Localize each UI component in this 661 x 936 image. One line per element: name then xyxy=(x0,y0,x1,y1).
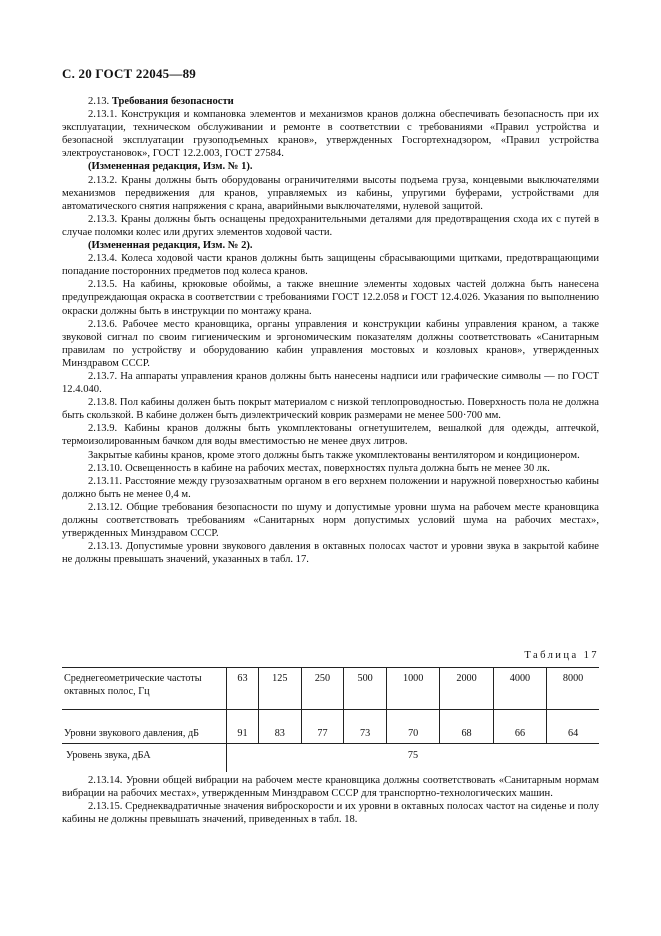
section-title: Требования безопасности xyxy=(111,96,234,107)
table-cell: 70 xyxy=(386,710,439,744)
tail-text xyxy=(62,774,599,826)
paragraph-2-13-2: 2.13.2. Краны должны быть оборудованы ограничителями высоты подъема груза, концевыми выключателями механизмов передвижения для кранов, управляемых из кабины, упругими буферами, устройствами для автоматического снятия напряжения с крана, аварийными выключателями, нулевой защитой. xyxy=(62,174,599,212)
paragraph-2-13-5: 2.13.5. На кабины, крюковые обоймы, а также внешние элементы ходовых частей должна быть нанесена предупреждающая окраска в соответствии с требованиями ГОСТ 12.2.058 и ГОСТ 12.4.026. Указания по выполнению окраски должны быть в инструкции по монтажу крана. xyxy=(62,279,599,317)
table-cell: 500 xyxy=(344,668,387,710)
table-cell: 83 xyxy=(258,710,301,744)
table-cell: 125 xyxy=(258,668,301,710)
table-cell: 73 xyxy=(344,710,387,744)
row-label-frequency: Среднегеометрические частоты октавных полос, Гц xyxy=(62,668,227,710)
table-row xyxy=(62,710,599,744)
table-cell: 250 xyxy=(301,668,344,710)
table-cell: 91 xyxy=(227,710,259,744)
page-header: С. 20 ГОСТ 22045—89 xyxy=(62,66,196,81)
edition-note-2: (Измененная редакция, Изм. № 2). xyxy=(88,240,253,252)
paragraph-2-13-3: 2.13.3. Краны должны быть оснащены предохранительными деталями для предотвращения схода их с путей в случае поломки колес или других элементов ходовой части. xyxy=(62,213,599,238)
table-cell: 68 xyxy=(440,710,493,744)
body-text xyxy=(62,95,599,566)
paragraph-2-13-10: 2.13.10. Освещенность в кабине на рабочих местах, поверхностях пульта должна быть не менее 30 лк. xyxy=(88,462,550,474)
paragraph-2-13-4: 2.13.4. Колеса ходовой части кранов должны быть защищены сбрасывающими щитками, предотвращающими попадание посторонних предметов под колеса кранов. xyxy=(62,253,599,278)
paragraph-2-13-9: 2.13.9. Кабины кранов должны быть укомплектованы огнетушителем, вешалкой для одежды, аптечкой, термоизолированным бачком для воды вместимостью не менее двух литров. xyxy=(62,423,599,448)
paragraph-2-13-7: 2.13.7. На аппараты управления кранов должны быть нанесены надписи или графические символы — по ГОСТ 12.4.040. xyxy=(62,370,599,396)
table-cell: 77 xyxy=(301,710,344,744)
table-cell: 64 xyxy=(547,710,599,744)
paragraph-2-13-1: 2.13.1. Конструкция и компановка элементов и механизмов кранов должна обеспечивать безопасность при их эксплуатации, техническом обслуживании и ремонте в соответствии с требованиями «Правил устройства и безопасной эксплуатации грузоподъемных кранов», утвержденных Госгортехнадзором, «Правил устройства электроустановок», ГОСТ 12.2.003, ГОСТ 27584. xyxy=(62,109,599,160)
row-label-pressure: Уровни звукового давления, дБ xyxy=(62,710,227,744)
table-row xyxy=(62,744,599,773)
table-cell: 2000 xyxy=(440,668,493,710)
table-caption: Таблица 17 xyxy=(524,650,599,661)
paragraph-2-13-6: 2.13.6. Рабочее место крановщика, органы управления и конструкции кабины управления краном, а также звуковой сигнал по своим гигиеническим и эргономическим показателям должны соответствовать «Санитарным правилам по устройству и оборудованию кабин управления мостовых и козловых кранов», утвержденных Минздравом СССР. xyxy=(62,318,599,369)
paragraph-2-13-11: 2.13.11. Расстояние между грузозахватным органом в его верхнем положении и наружной поверхностью кабины должно быть не менее 0,4 м. xyxy=(62,475,599,500)
table-cell: 4000 xyxy=(493,668,546,710)
noise-table xyxy=(62,667,599,772)
table-cell: 1000 xyxy=(386,668,439,710)
table-cell-sound-level: 75 xyxy=(227,744,600,773)
row-label-sound-level: Уровень звука, дБА xyxy=(66,750,151,761)
paragraph-2-13-9-cont: Закрытые кабины кранов, кроме этого должны быть также укомплектованы вентилятором и кондиционером. xyxy=(88,449,580,461)
paragraph-2-13-8: 2.13.8. Пол кабины должен быть покрыт материалом с низкой теплопроводностью. Поверхность пола не должна быть скользкой. В кабине должен быть диэлектрический коврик размерами не менее 500·700 мм. xyxy=(62,397,599,422)
table-row xyxy=(62,668,599,710)
paragraph-2-13-12: 2.13.12. Общие требования безопасности по шуму и допустимые уровни шума на рабочем месте крановщика должны соответствовать требованиям «Санитарных норм допустимых условий шума на рабочих местах», утвержденных Минздравом СССР. xyxy=(62,501,599,540)
table-cell: 63 xyxy=(227,668,259,710)
paragraph-2-13-15: 2.13.15. Среднеквадратичные значения виброскорости и их уровни в октавных полосах частот на сиденье и полу кабины не должны превышать значений, приведенных в табл. 18. xyxy=(62,801,599,826)
table-cell: 8000 xyxy=(547,668,599,710)
edition-note-1: (Измененная редакция, Изм. № 1). xyxy=(88,161,253,173)
table-cell: 66 xyxy=(493,710,546,744)
paragraph-2-13-13: 2.13.13. Допустимые уровни звукового давления в октавных полосах частот и уровни звука в закрытой кабине не должны превышать значений, указанных в табл. 17. xyxy=(62,541,599,566)
paragraph-2-13-14: 2.13.14. Уровни общей вибрации на рабочем месте крановщика должны соответствовать «Санитарным нормам вибрации на рабочих местах», утвержденным Минздравом СССР для транспортно-технологических машин. xyxy=(62,775,599,800)
section-number: 2.13. xyxy=(88,96,110,107)
section-heading xyxy=(62,95,599,108)
